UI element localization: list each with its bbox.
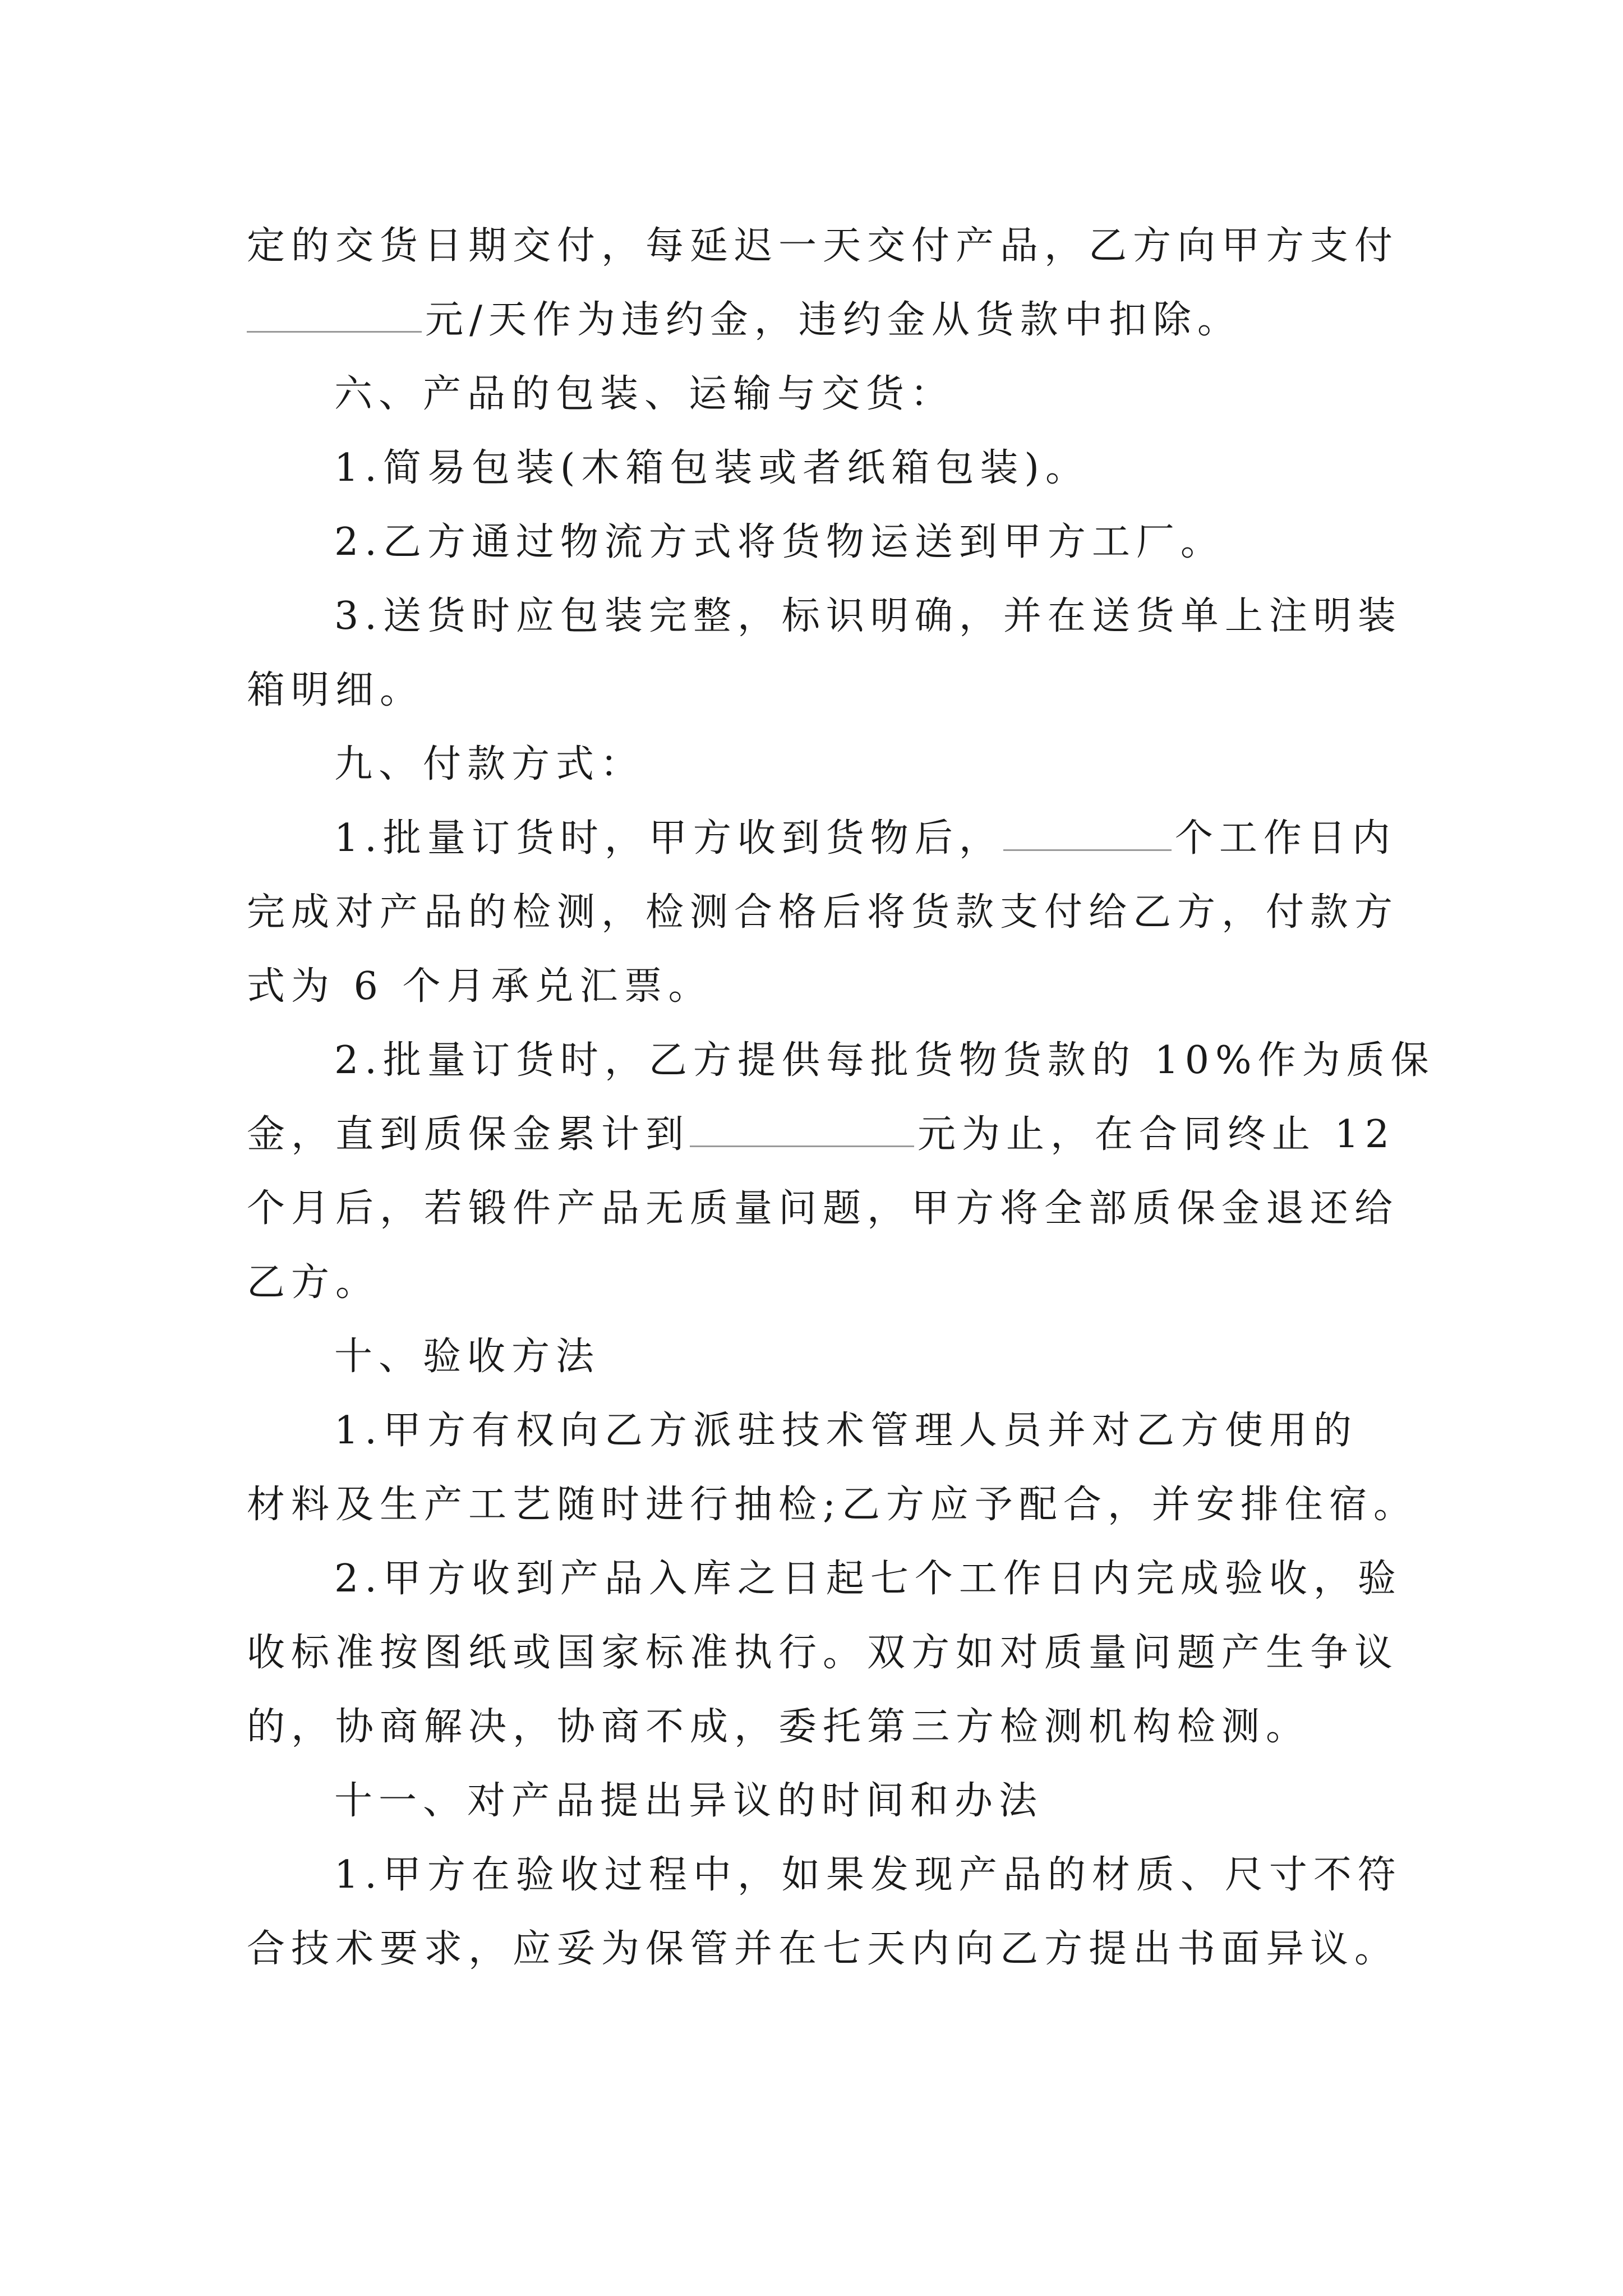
text-line: 定的交货日期交付，每延迟一天交付产品，乙方向甲方支付 [247,224,1399,268]
text-line: 箱明细。 [247,668,425,712]
text-line [247,289,1242,351]
text-line: 合技术要求，应妥为保管并在七天内向乙方提出书面异议。 [247,1927,1399,1971]
text-segment: 1.批量订货时，甲方收到货物后， [334,816,1003,861]
text-segment: 元/天作为违约金，违约金从货款中扣除。 [425,298,1242,342]
fill-in-blank [1003,810,1172,851]
text-line: 收标准按图纸或国家标准执行。双方如对质量问题产生争议 [247,1631,1399,1675]
section-heading: 十一、对产品提出异议的时间和办法 [334,1779,1044,1823]
text-line: 式为 6 个月承兑汇票。 [247,964,713,1009]
section-heading: 十、验收方法 [334,1335,601,1379]
text-segment: 元为止，在合同终止 12 [917,1112,1396,1157]
text-segment: 个工作日内 [1174,816,1396,861]
text-line: 2.批量订货时，乙方提供每批货物货款的 10%作为质保 [334,1038,1435,1083]
text-line: 2.甲方收到产品入库之日起七个工作日内完成验收，验 [334,1557,1402,1601]
fill-in-blank [690,1106,914,1147]
text-line [334,808,1396,869]
text-line [247,1104,1395,1166]
text-line: 乙方。 [247,1260,380,1305]
text-line: 3.送货时应包装完整，标识明确，并在送货单上注明装 [334,594,1402,638]
fill-in-blank [247,292,422,333]
section-heading: 九、付款方式： [334,742,645,786]
text-line: 1.甲方有权向乙方派驻技术管理人员并对乙方使用的 [334,1409,1358,1453]
text-segment: 金，直到质保金累计到 [247,1112,690,1157]
text-line: 1.甲方在验收过程中，如果发现产品的材质、尺寸不符 [334,1853,1402,1897]
text-line: 个月后，若锻件产品无质量问题，甲方将全部质保金退还给 [247,1186,1399,1231]
text-line: 2.乙方通过物流方式将货物运送到甲方工厂。 [334,520,1225,564]
text-line: 1.简易包装(木箱包装或者纸箱包装)。 [334,446,1090,490]
section-heading: 六、产品的包装、运输与交货： [334,372,955,416]
text-line: 的，协商解决，协商不成，委托第三方检测机构检测。 [247,1705,1311,1749]
text-line: 材料及生产工艺随时进行抽检;乙方应予配合，并安排住宿。 [247,1483,1418,1527]
text-line: 完成对产品的检测，检测合格后将货款支付给乙方，付款方 [247,890,1399,935]
